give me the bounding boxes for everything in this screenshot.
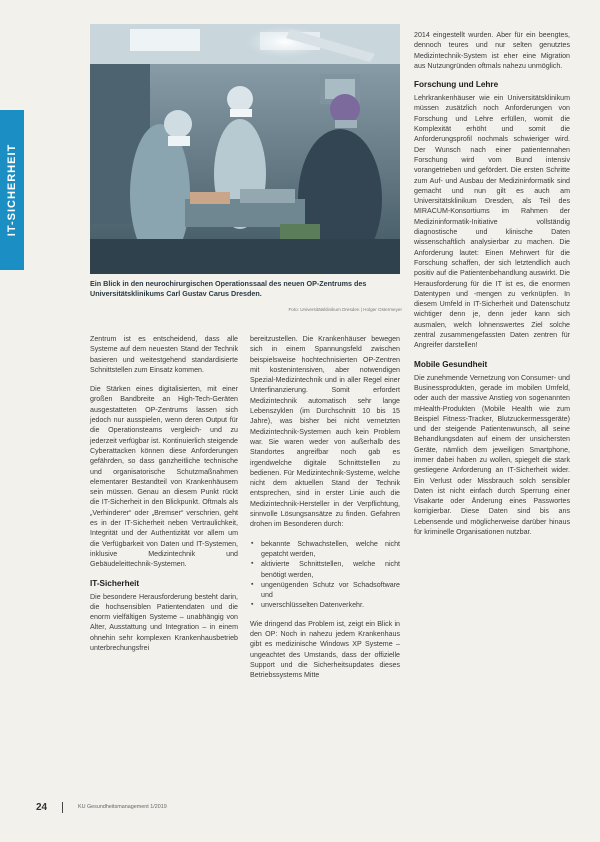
section-tab — [0, 110, 24, 270]
paragraph: Lehrkrankenhäuser wie ein Universitätsklinikum müssen zusätzlich noch Anforderungen von Forschung und Lehre erfüllen, womit die Komplexität erhöht und somit die Anforderungsprofil nochmals schwieriger wird. Der Wunsch nach einer patientennahen Forschung wird vom Bund intensiv vorangetrieben und gefördert. Die ersten Schritte zum Auf- und Ausbau der Medizininformatik sind gemacht und nun gilt es auch am Universitätsklinikum Dresden, als Teil des MIRACUM-Konsortiums im Rahmen der Medizininformatik-Initiative vollständig diagnostische und klinische Daten wissenschaftlich analysierbar zu machen. Die Anforderung lautet: Einen Mehrwert für die Forschung schaffen, der sich letztendlich auch positiv auf die Patientenbehandlung auswirkt. Die Herausforderung für die IT ist es, die enormen Datentypen und -mengen zu verknüpfen. In diesem Umfeld in IT-Sicherheit und Datenschutz wichtiger denn je, denn jeder kann sich ausmalen, welch lohnenswertes Ziel solche zentral zusammengefassten Daten zentren für Angreifer darstellen! — [414, 94, 570, 350]
paragraph: Die besondere Herausforderung besteht darin, die hochsensiblen Patientendaten und die enorm vielfältigen Systeme – unabhängig von Alter, Ausstattung und Integration – in einem ohnehin sehr komplexen Krankenhausbetrieb unterbrechungsfrei — [90, 592, 238, 653]
list-item: ▪ unverschlüsselten Datenverkehr. — [258, 600, 400, 610]
operating-room-photo — [90, 24, 400, 274]
text-column-3 — [414, 30, 570, 546]
list-item: ▪ aktivierte Schnittstellen, welche nicht benötigt werden, — [258, 559, 400, 580]
risk-list — [250, 539, 400, 611]
paragraph: 2014 eingestellt wurden. Aber für ein beengtes, dennoch teures und nur selten genutztes Medizintechnik-System ist eher eine Migration aus Nutzungründen oftmals nahezu unmöglich. — [414, 31, 570, 70]
section-tab-label: IT-SICHERHEIT — [6, 143, 18, 237]
page-footer — [36, 802, 576, 814]
section-heading: Forschung und Lehre — [414, 80, 499, 90]
photo-caption: Ein Blick in den neurochirurgischen Operationssaal des neuen OP-Zentrums des Universitätsklinikums Carl Gustav Carus Dresden. — [90, 279, 367, 298]
paragraph: Wie dringend das Problem ist, zeigt ein Blick in den OP: Noch in nahezu jedem Krankenhaus gibt es medizinische Windows XP Systeme – ungeachtet des Umstands, dass der offizielle Support und die Sicherheitsupdates dieses Betriebssystems Mitte — [250, 619, 400, 680]
paragraph: Die zunehmende Vernetzung von Consumer- und Businessprodukten, gerade im mobilen Umfeld, oder auch der massive Anstieg von sogenannten mHealth-Produkten (Mobile Health wie zum Beispiel Fitness-Tracker, Blutzuckermessgeräte) und der steigende Patientenwunsch, all seine Behandlungsdaten auf einem der unsichersten Geräte, nämlich dem jeweiligen Smartphone, immer dabei haben zu wollen, spiegelt die stark gestiegene Anforderung an IT-Sicherheit wider. Ein Verlust oder Missbrauch solch sensibler Daten ist nicht einfach durch Sperrung einer Visakarte oder Änderung eines Passwortes korrigierbar. Diese Daten sind bis ans Lebensende und möglicherweise darüber hinaus für kriminelle Organisationen nutzbar. — [414, 373, 570, 537]
list-item: ▪ ungenügenden Schutz vor Schadsoftware und — [258, 580, 400, 601]
section-heading: Mobile Gesundheit — [414, 359, 488, 369]
list-item: ▪ bekannte Schwachstellen, welche nicht gepatcht werden, — [258, 539, 400, 560]
paragraph: Die Stärken eines digitalisierten, mit einer großen Bandbreite an High-Tech-Geräten ausgestatteten OP-Zentrums lassen sich jedoch nur ausspielen, wenn deren Output für die Operationsteams vergleich- und zu jederzeit verfügbar ist. Kontinuierlich steigende Cyberattacken können diese Anforderungen gefährden, so dass ganzheitliche technische und organisatorische Schutzmaßnahmen elementarer Bestandteil von Krankenhäusern sein müssen. Genau an diesem Punkt rückt die IT-Sicherheit in den Blickpunkt. Oftmals als „Verhinderer“ oder „Bremser“ verschrien, geht es in der IT-Sicherheit neben Vertraulichkeit, Integrität und der Authentizität vor allem um die Verfügbarkeit von Daten und IT-Systemen, inklusive Medizintechnik und Gebäudeleittechnik-Systemen. — [90, 385, 238, 569]
paragraph: bereitzustellen. Die Krankenhäuser bewegen sich in einem Spannungsfeld zwischen beispielsweise hochtechnisierten OP-Zentren mit kostenintensiven, aber notwendigen Spezial-Medizintechnik und in aller Regel einer Unterfinanzierung. Somit erfordert Medizintechnik automatisch sehr lange Lebenszyklen (im Durchschnitt 10 bis 15 Jahre), was bisher bei nicht vernetzten Medizintechnik-Systemen auch kein Problem war. Sie waren weder von außerhalb des Standortes angreifbar noch gab es irgendwelche digitale Schnittstellen zu bedienen. Für Medizintechnik-Systeme, welche nicht dem aktuellen Stand der Technik entsprechen, sind in erster Linie auch die Medizintechnik-Hersteller in der Verpflichtung, sinnvolle Lösungsansätze zu finden. Gefahren drohen im Besonderen durch: — [250, 335, 400, 529]
photo-credit: Foto: Universitätsklinikum Dresden | Holger Ostermeyer — [288, 307, 402, 312]
text-column-1 — [90, 334, 238, 662]
text-column-2 — [250, 334, 400, 690]
publication-name: KU Gesundheitsmanagement 1/2019 — [78, 804, 167, 810]
page-number: 24 — [36, 802, 48, 813]
section-heading: IT-Sicherheit — [90, 578, 140, 588]
footer-divider — [62, 802, 63, 813]
paragraph: Zentrum ist es entscheidend, dass alle Systeme auf dem neuesten Stand der Technik basieren und weitestgehend standardisierte Schnittstellen zum Einsatz kommen. — [90, 335, 238, 374]
